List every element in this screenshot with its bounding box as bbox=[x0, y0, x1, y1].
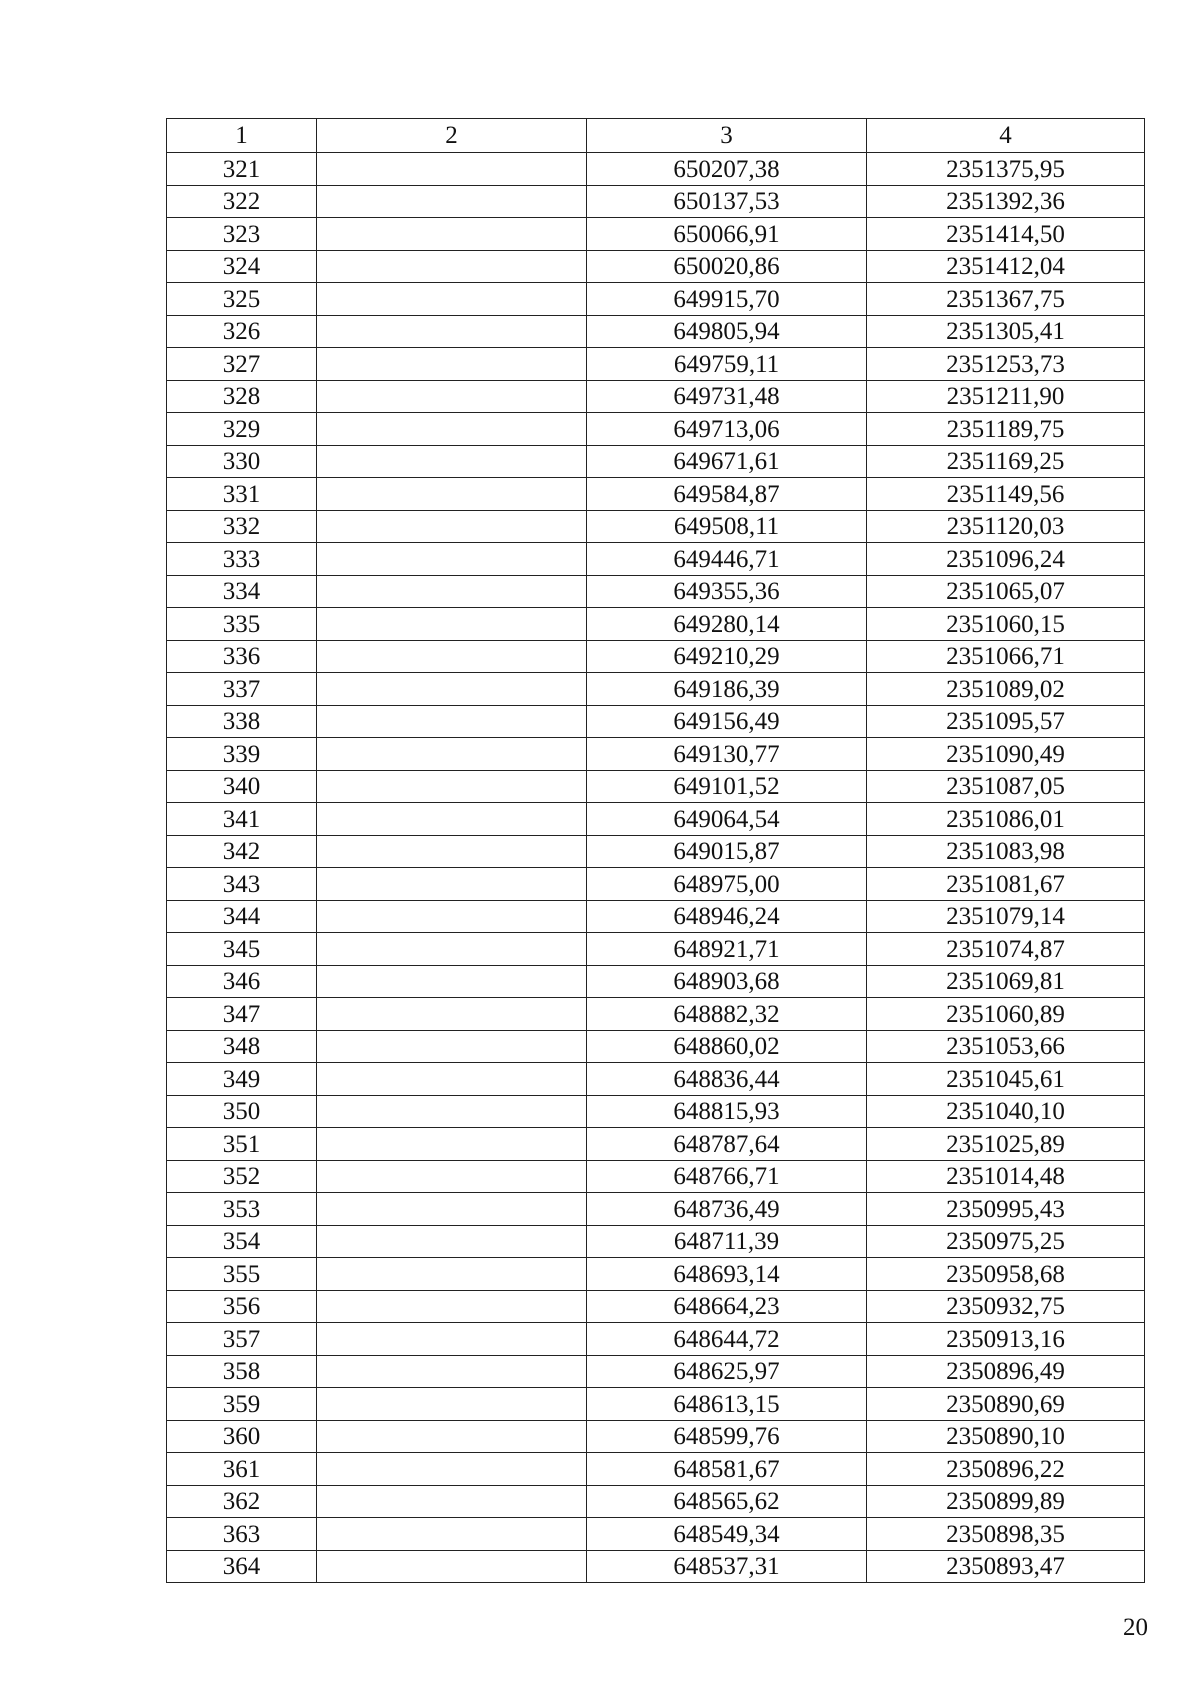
table-row bbox=[167, 1420, 1145, 1453]
table-row bbox=[167, 1225, 1145, 1258]
y-coordinate-cell: 2350890,10 bbox=[867, 1420, 1145, 1453]
y-coordinate-cell: 2351095,57 bbox=[867, 705, 1145, 738]
table-row bbox=[167, 933, 1145, 966]
point-number-cell: 326 bbox=[167, 315, 317, 348]
x-coordinate-cell: 648565,62 bbox=[587, 1485, 867, 1518]
y-coordinate-cell: 2350898,35 bbox=[867, 1518, 1145, 1551]
description-cell bbox=[317, 640, 587, 673]
table-row bbox=[167, 965, 1145, 998]
x-coordinate-cell: 648644,72 bbox=[587, 1323, 867, 1356]
description-cell bbox=[317, 1420, 587, 1453]
point-number-cell: 364 bbox=[167, 1550, 317, 1583]
point-number-cell: 347 bbox=[167, 998, 317, 1031]
x-coordinate-cell: 649584,87 bbox=[587, 478, 867, 511]
description-cell bbox=[317, 218, 587, 251]
y-coordinate-cell: 2351025,89 bbox=[867, 1128, 1145, 1161]
x-coordinate-cell: 650066,91 bbox=[587, 218, 867, 251]
table-row bbox=[167, 640, 1145, 673]
table-row bbox=[167, 1128, 1145, 1161]
table-row bbox=[167, 770, 1145, 803]
table-row bbox=[167, 1258, 1145, 1291]
x-coordinate-cell: 649731,48 bbox=[587, 380, 867, 413]
x-coordinate-cell: 650020,86 bbox=[587, 250, 867, 283]
table-header-row bbox=[167, 119, 1145, 153]
column-header-1: 1 bbox=[167, 119, 317, 153]
table-row bbox=[167, 445, 1145, 478]
description-cell bbox=[317, 1225, 587, 1258]
x-coordinate-cell: 649156,49 bbox=[587, 705, 867, 738]
y-coordinate-cell: 2351083,98 bbox=[867, 835, 1145, 868]
table-row bbox=[167, 1063, 1145, 1096]
table-row bbox=[167, 218, 1145, 251]
point-number-cell: 355 bbox=[167, 1258, 317, 1291]
y-coordinate-cell: 2351253,73 bbox=[867, 348, 1145, 381]
point-number-cell: 361 bbox=[167, 1453, 317, 1486]
table-body bbox=[167, 153, 1145, 1583]
point-number-cell: 344 bbox=[167, 900, 317, 933]
x-coordinate-cell: 648599,76 bbox=[587, 1420, 867, 1453]
point-number-cell: 340 bbox=[167, 770, 317, 803]
point-number-cell: 325 bbox=[167, 283, 317, 316]
y-coordinate-cell: 2351014,48 bbox=[867, 1160, 1145, 1193]
table-row bbox=[167, 1485, 1145, 1518]
description-cell bbox=[317, 1388, 587, 1421]
description-cell bbox=[317, 998, 587, 1031]
description-cell bbox=[317, 803, 587, 836]
description-cell bbox=[317, 348, 587, 381]
x-coordinate-cell: 648664,23 bbox=[587, 1290, 867, 1323]
x-coordinate-cell: 648836,44 bbox=[587, 1063, 867, 1096]
y-coordinate-cell: 2350893,47 bbox=[867, 1550, 1145, 1583]
x-coordinate-cell: 648787,64 bbox=[587, 1128, 867, 1161]
table-row bbox=[167, 1518, 1145, 1551]
x-coordinate-cell: 648766,71 bbox=[587, 1160, 867, 1193]
description-cell bbox=[317, 1063, 587, 1096]
y-coordinate-cell: 2351169,25 bbox=[867, 445, 1145, 478]
x-coordinate-cell: 649064,54 bbox=[587, 803, 867, 836]
description-cell bbox=[317, 445, 587, 478]
point-number-cell: 356 bbox=[167, 1290, 317, 1323]
y-coordinate-cell: 2351079,14 bbox=[867, 900, 1145, 933]
point-number-cell: 345 bbox=[167, 933, 317, 966]
y-coordinate-cell: 2350913,16 bbox=[867, 1323, 1145, 1356]
description-cell bbox=[317, 1030, 587, 1063]
point-number-cell: 336 bbox=[167, 640, 317, 673]
point-number-cell: 348 bbox=[167, 1030, 317, 1063]
point-number-cell: 352 bbox=[167, 1160, 317, 1193]
table-row bbox=[167, 250, 1145, 283]
description-cell bbox=[317, 835, 587, 868]
description-cell bbox=[317, 1453, 587, 1486]
y-coordinate-cell: 2351412,04 bbox=[867, 250, 1145, 283]
x-coordinate-cell: 648975,00 bbox=[587, 868, 867, 901]
description-cell bbox=[317, 315, 587, 348]
y-coordinate-cell: 2351066,71 bbox=[867, 640, 1145, 673]
description-cell bbox=[317, 900, 587, 933]
table-row bbox=[167, 608, 1145, 641]
x-coordinate-cell: 649671,61 bbox=[587, 445, 867, 478]
y-coordinate-cell: 2351040,10 bbox=[867, 1095, 1145, 1128]
description-cell bbox=[317, 1323, 587, 1356]
y-coordinate-cell: 2350896,49 bbox=[867, 1355, 1145, 1388]
y-coordinate-cell: 2350890,69 bbox=[867, 1388, 1145, 1421]
point-number-cell: 327 bbox=[167, 348, 317, 381]
description-cell bbox=[317, 1290, 587, 1323]
table-row bbox=[167, 510, 1145, 543]
x-coordinate-cell: 649015,87 bbox=[587, 835, 867, 868]
y-coordinate-cell: 2351392,36 bbox=[867, 185, 1145, 218]
point-number-cell: 333 bbox=[167, 543, 317, 576]
y-coordinate-cell: 2351069,81 bbox=[867, 965, 1145, 998]
x-coordinate-cell: 650207,38 bbox=[587, 153, 867, 186]
table-row bbox=[167, 283, 1145, 316]
y-coordinate-cell: 2351120,03 bbox=[867, 510, 1145, 543]
point-number-cell: 334 bbox=[167, 575, 317, 608]
y-coordinate-cell: 2351375,95 bbox=[867, 153, 1145, 186]
x-coordinate-cell: 648860,02 bbox=[587, 1030, 867, 1063]
point-number-cell: 323 bbox=[167, 218, 317, 251]
point-number-cell: 349 bbox=[167, 1063, 317, 1096]
description-cell bbox=[317, 478, 587, 511]
description-cell bbox=[317, 575, 587, 608]
point-number-cell: 341 bbox=[167, 803, 317, 836]
y-coordinate-cell: 2351149,56 bbox=[867, 478, 1145, 511]
x-coordinate-cell: 648537,31 bbox=[587, 1550, 867, 1583]
point-number-cell: 357 bbox=[167, 1323, 317, 1356]
y-coordinate-cell: 2350958,68 bbox=[867, 1258, 1145, 1291]
table-row bbox=[167, 380, 1145, 413]
x-coordinate-cell: 648921,71 bbox=[587, 933, 867, 966]
table-row bbox=[167, 835, 1145, 868]
table-row bbox=[167, 1095, 1145, 1128]
y-coordinate-cell: 2351086,01 bbox=[867, 803, 1145, 836]
x-coordinate-cell: 649355,36 bbox=[587, 575, 867, 608]
table-row bbox=[167, 998, 1145, 1031]
table-row bbox=[167, 1323, 1145, 1356]
point-number-cell: 324 bbox=[167, 250, 317, 283]
x-coordinate-cell: 649210,29 bbox=[587, 640, 867, 673]
x-coordinate-cell: 649915,70 bbox=[587, 283, 867, 316]
table-row bbox=[167, 803, 1145, 836]
y-coordinate-cell: 2351065,07 bbox=[867, 575, 1145, 608]
description-cell bbox=[317, 185, 587, 218]
x-coordinate-cell: 648736,49 bbox=[587, 1193, 867, 1226]
x-coordinate-cell: 648581,67 bbox=[587, 1453, 867, 1486]
x-coordinate-cell: 650137,53 bbox=[587, 185, 867, 218]
y-coordinate-cell: 2351045,61 bbox=[867, 1063, 1145, 1096]
point-number-cell: 321 bbox=[167, 153, 317, 186]
description-cell bbox=[317, 380, 587, 413]
y-coordinate-cell: 2350995,43 bbox=[867, 1193, 1145, 1226]
x-coordinate-cell: 649130,77 bbox=[587, 738, 867, 771]
table-row bbox=[167, 1290, 1145, 1323]
point-number-cell: 331 bbox=[167, 478, 317, 511]
table-row bbox=[167, 738, 1145, 771]
description-cell bbox=[317, 1355, 587, 1388]
x-coordinate-cell: 648903,68 bbox=[587, 965, 867, 998]
x-coordinate-cell: 649713,06 bbox=[587, 413, 867, 446]
point-number-cell: 353 bbox=[167, 1193, 317, 1226]
point-number-cell: 337 bbox=[167, 673, 317, 706]
description-cell bbox=[317, 608, 587, 641]
y-coordinate-cell: 2351305,41 bbox=[867, 315, 1145, 348]
y-coordinate-cell: 2351211,90 bbox=[867, 380, 1145, 413]
x-coordinate-cell: 648882,32 bbox=[587, 998, 867, 1031]
y-coordinate-cell: 2351060,89 bbox=[867, 998, 1145, 1031]
description-cell bbox=[317, 770, 587, 803]
y-coordinate-cell: 2351096,24 bbox=[867, 543, 1145, 576]
description-cell bbox=[317, 1258, 587, 1291]
point-number-cell: 330 bbox=[167, 445, 317, 478]
column-header-4: 4 bbox=[867, 119, 1145, 153]
y-coordinate-cell: 2351087,05 bbox=[867, 770, 1145, 803]
point-number-cell: 362 bbox=[167, 1485, 317, 1518]
y-coordinate-cell: 2351060,15 bbox=[867, 608, 1145, 641]
y-coordinate-cell: 2351081,67 bbox=[867, 868, 1145, 901]
y-coordinate-cell: 2351414,50 bbox=[867, 218, 1145, 251]
y-coordinate-cell: 2350896,22 bbox=[867, 1453, 1145, 1486]
table-row bbox=[167, 1388, 1145, 1421]
y-coordinate-cell: 2351189,75 bbox=[867, 413, 1145, 446]
x-coordinate-cell: 648693,14 bbox=[587, 1258, 867, 1291]
x-coordinate-cell: 649759,11 bbox=[587, 348, 867, 381]
x-coordinate-cell: 648549,34 bbox=[587, 1518, 867, 1551]
table-row bbox=[167, 1453, 1145, 1486]
x-coordinate-cell: 649101,52 bbox=[587, 770, 867, 803]
coordinates-table bbox=[166, 118, 1145, 1583]
table-row bbox=[167, 705, 1145, 738]
table-row bbox=[167, 1160, 1145, 1193]
description-cell bbox=[317, 868, 587, 901]
y-coordinate-cell: 2351367,75 bbox=[867, 283, 1145, 316]
y-coordinate-cell: 2350932,75 bbox=[867, 1290, 1145, 1323]
y-coordinate-cell: 2351089,02 bbox=[867, 673, 1145, 706]
table-row bbox=[167, 185, 1145, 218]
description-cell bbox=[317, 1193, 587, 1226]
x-coordinate-cell: 648625,97 bbox=[587, 1355, 867, 1388]
x-coordinate-cell: 648613,15 bbox=[587, 1388, 867, 1421]
description-cell bbox=[317, 543, 587, 576]
description-cell bbox=[317, 1128, 587, 1161]
y-coordinate-cell: 2351053,66 bbox=[867, 1030, 1145, 1063]
description-cell bbox=[317, 965, 587, 998]
description-cell bbox=[317, 933, 587, 966]
point-number-cell: 359 bbox=[167, 1388, 317, 1421]
table-row bbox=[167, 543, 1145, 576]
point-number-cell: 342 bbox=[167, 835, 317, 868]
table-row bbox=[167, 153, 1145, 186]
description-cell bbox=[317, 1160, 587, 1193]
point-number-cell: 332 bbox=[167, 510, 317, 543]
table-row bbox=[167, 1030, 1145, 1063]
point-number-cell: 328 bbox=[167, 380, 317, 413]
table-row bbox=[167, 315, 1145, 348]
description-cell bbox=[317, 413, 587, 446]
table-row bbox=[167, 348, 1145, 381]
description-cell bbox=[317, 153, 587, 186]
x-coordinate-cell: 649280,14 bbox=[587, 608, 867, 641]
point-number-cell: 360 bbox=[167, 1420, 317, 1453]
y-coordinate-cell: 2351074,87 bbox=[867, 933, 1145, 966]
x-coordinate-cell: 648711,39 bbox=[587, 1225, 867, 1258]
y-coordinate-cell: 2350899,89 bbox=[867, 1485, 1145, 1518]
description-cell bbox=[317, 1485, 587, 1518]
description-cell bbox=[317, 1095, 587, 1128]
description-cell bbox=[317, 1518, 587, 1551]
table-row bbox=[167, 1355, 1145, 1388]
point-number-cell: 346 bbox=[167, 965, 317, 998]
point-number-cell: 343 bbox=[167, 868, 317, 901]
column-header-3: 3 bbox=[587, 119, 867, 153]
description-cell bbox=[317, 705, 587, 738]
table-row bbox=[167, 1193, 1145, 1226]
table-row bbox=[167, 673, 1145, 706]
point-number-cell: 350 bbox=[167, 1095, 317, 1128]
description-cell bbox=[317, 738, 587, 771]
point-number-cell: 322 bbox=[167, 185, 317, 218]
y-coordinate-cell: 2351090,49 bbox=[867, 738, 1145, 771]
point-number-cell: 351 bbox=[167, 1128, 317, 1161]
x-coordinate-cell: 648815,93 bbox=[587, 1095, 867, 1128]
x-coordinate-cell: 649805,94 bbox=[587, 315, 867, 348]
description-cell bbox=[317, 250, 587, 283]
page-number: 20 bbox=[1123, 1614, 1148, 1641]
x-coordinate-cell: 649186,39 bbox=[587, 673, 867, 706]
y-coordinate-cell: 2350975,25 bbox=[867, 1225, 1145, 1258]
description-cell bbox=[317, 283, 587, 316]
x-coordinate-cell: 648946,24 bbox=[587, 900, 867, 933]
point-number-cell: 358 bbox=[167, 1355, 317, 1388]
table-row bbox=[167, 575, 1145, 608]
x-coordinate-cell: 649446,71 bbox=[587, 543, 867, 576]
point-number-cell: 339 bbox=[167, 738, 317, 771]
table-row bbox=[167, 413, 1145, 446]
column-header-2: 2 bbox=[317, 119, 587, 153]
description-cell bbox=[317, 1550, 587, 1583]
point-number-cell: 363 bbox=[167, 1518, 317, 1551]
table-row bbox=[167, 900, 1145, 933]
description-cell bbox=[317, 673, 587, 706]
table-row bbox=[167, 478, 1145, 511]
point-number-cell: 338 bbox=[167, 705, 317, 738]
table-row bbox=[167, 868, 1145, 901]
point-number-cell: 335 bbox=[167, 608, 317, 641]
point-number-cell: 354 bbox=[167, 1225, 317, 1258]
x-coordinate-cell: 649508,11 bbox=[587, 510, 867, 543]
table-row bbox=[167, 1550, 1145, 1583]
description-cell bbox=[317, 510, 587, 543]
point-number-cell: 329 bbox=[167, 413, 317, 446]
